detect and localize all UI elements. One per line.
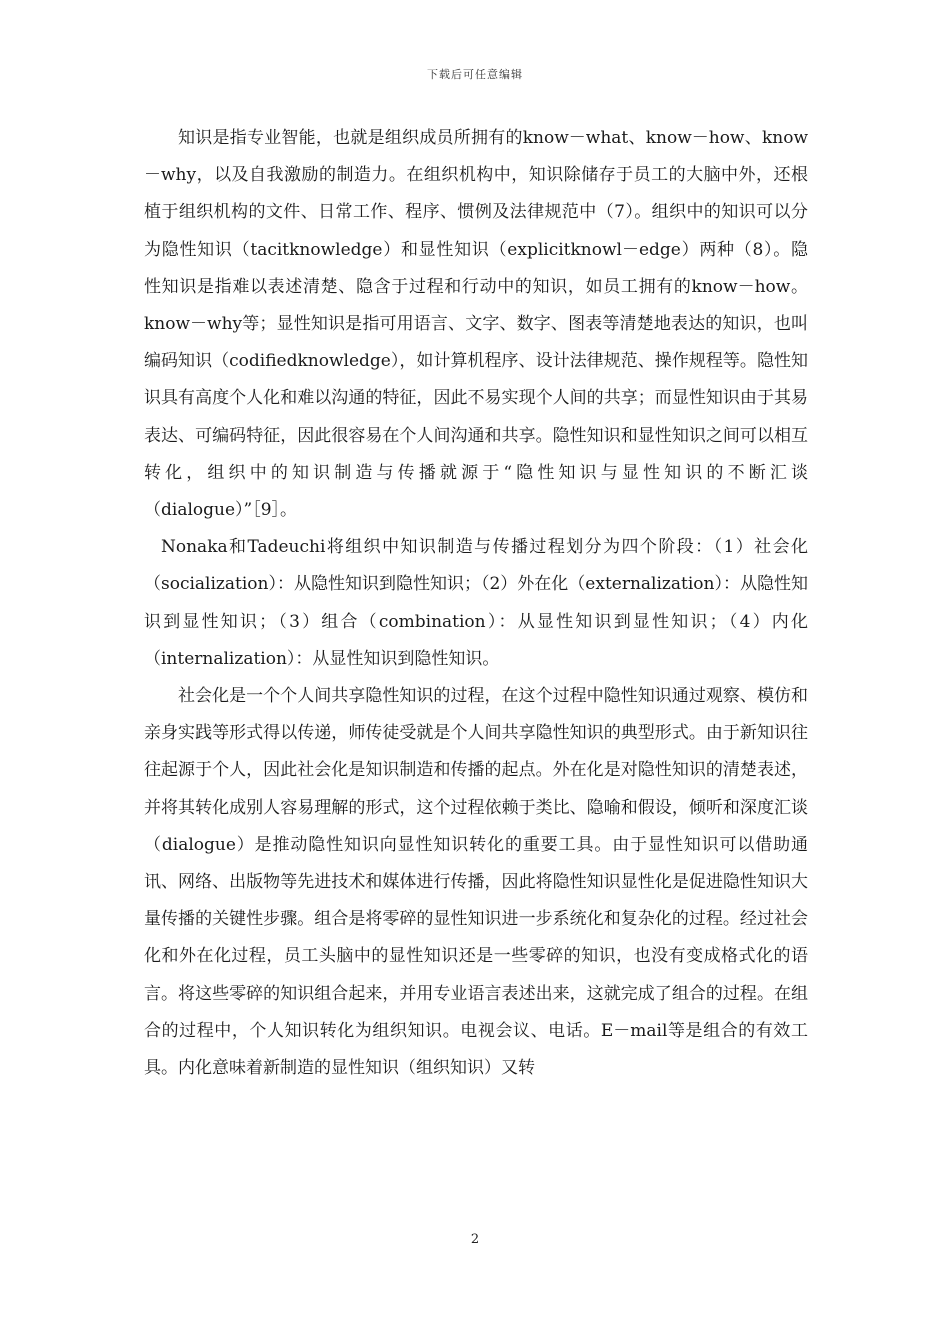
paragraph-nonaka-stages: Nonaka和Tadeuchi将组织中知识制造与传播过程划分为四个阶段：（1）社会化（socialization）：从隐性知识到隐性知识；（2）外在化（externalization）：从隐性知识到显性知识；（3）组合（combination）：从显性知识到显性知识；（4）内化（internalization）：从显性知识到隐性知识。 [144,537,808,669]
paragraph-socialization: 社会化是一个个人间共享隐性知识的过程，在这个过程中隐性知识通过观察、模仿和亲身实践等形式得以传递，师传徒受就是个人间共享隐性知识的典型形式。由于新知识往往起源于个人，因此社会化是知识制造和传播的起点。外在化是对隐性知识的清楚表述，并将其转化成别人容易理解的形式，这个过程依赖于类比、隐喻和假设，倾听和深度汇谈（dialogue）是推动隐性知识向显性知识转化的重要工具。由于显性知识可以借助通讯、网络、出版物等先进技术和媒体进行传播，因此将隐性知识显性化是促进隐性知识大量传播的关键性步骤。组合是将零碎的显性知识进一步系统化和复杂化的过程。经过社会化和外在化过程，员工头脑中的显性知识还是一些零碎的知识，也没有变成格式化的语言。将这些零碎的知识组合起来，并用专业语言表述出来，这就完成了组合的过程。在组合的过程中，个人知识转化为组织知识。电视会议、电话。E－mail等是组合的有效工具。内化意味着新制造的显性知识（组织知识）又转 [144,686,808,1079]
page-header: 下载后可任意编辑 [427,68,523,81]
document-body [144,120,808,1087]
paragraph-knowledge-definition: 知识是指专业智能，也就是组织成员所拥有的know－what、know－how、know－why，以及自我激励的制造力。在组织机构中，知识除储存于员工的大脑中外，还根植于组织机构的文件、日常工作、程序、惯例及法律规范中（7）。组织中的知识可以分为隐性知识（tacitknowledge）和显性知识（explicitknowl－edge）两种（8）。隐性知识是指难以表述清楚、隐含于过程和行动中的知识，如员工拥有的know－how。know－why等；显性知识是指可用语言、文字、数字、图表等清楚地表达的知识，也叫编码知识（codifiedknowledge），如计算机程序、设计法律规范、操作规程等。隐性知识具有高度个人化和难以沟通的特征，因此不易实现个人间的共享；而显性知识由于其易表达、可编码特征，因此很容易在个人间沟通和共享。隐性知识和显性知识之间可以相互转化，组织中的知识制造与传播就源于“隐性知识与显性知识的不断汇谈（dialogue）”［9］。 [144,128,808,521]
page-number: 2 [470,1232,480,1247]
